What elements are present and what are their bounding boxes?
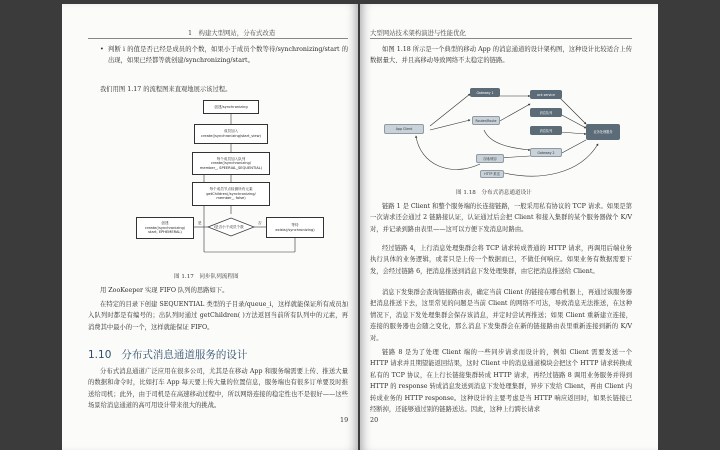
- decision-label: i是否小于成员个数: [214, 225, 244, 229]
- queue1-node: 消息队列: [530, 108, 562, 117]
- right-page: [360, 4, 658, 450]
- yes-label: 是: [198, 221, 202, 225]
- queue2-node: 消息队列: [530, 126, 562, 135]
- link1-paragraph: 链路 1 是 Client 和整个服务端的长连接链路，一般采用私有协议的 TCP 请求。如果是第一次请求还会通过 2 链路接认证，认证通过后会把 Client 和接入集群的某个服务器做个 K/V 对，并记录到路由表里——这可以方便下发消息时路由。: [370, 203, 632, 233]
- no-label: 否: [258, 221, 262, 225]
- fifo-paragraph: 在特定的目录下创建 SEQUENTIAL 类型的子目录/queue_i，这样就能保证所有成员加入队列时都是有编号的；出队列时通过 getChildren( )方法返回当前所有队列中的元素，再消费其中最小的一个，这样就能保证 FIFO。: [88, 301, 348, 331]
- left-page: [62, 4, 358, 450]
- running-head: 1 构建大型网站，分布式改造: [188, 29, 276, 37]
- header-rule: [370, 38, 632, 39]
- app-client-node: App Client: [384, 124, 424, 134]
- flow-check-members: 每个成员节点检测所有元素 getChildren(/synchronizing/ member_, false): [192, 182, 270, 206]
- header-rule: [88, 38, 348, 39]
- section-number: 1.10: [88, 349, 112, 361]
- page-number: 20: [370, 416, 379, 424]
- flow-create-start: 创建 create(/synchronizing/ start, EPHEMERAL): [136, 217, 194, 239]
- figure-caption-1-17: 图 1.17 同步队列流程图: [174, 274, 239, 280]
- fifo-intro: 用 ZooKeeper 实现 FIFO 队列的思路如下。: [100, 287, 229, 294]
- flow-wait: 等待 exists(/synchronizing): [266, 217, 324, 238]
- bullet-text: 判断 i 的值是否已经是成员的个数，如果小于成员个数等待/synchronizing/start 的出现，如果已经都等就创建/synchronizing/start。: [108, 46, 348, 65]
- link4-paragraph: 经过链路 4，上行消息处理集群会将 TCP 请求转成普通的 HTTP 请求，再调用后端业务执行具体的业务逻辑，或者只是上传一个数据而已，不做任何响应。如果业务有数据需要下发，会经过链路 6，把消息推送到消息下发处理集群，由它把消息推送给 Client。: [370, 245, 632, 275]
- bullet-icon: •: [100, 46, 104, 53]
- flow-members-add: 每个成员加入队列 create(/synchronizing/ member_, SPEERIAL_SEQUENTIAL): [192, 152, 270, 175]
- architecture-figure: [380, 74, 630, 184]
- figure-caption-1-18: 图 1.18 分布式消息通道设计: [456, 190, 532, 196]
- section-title: 分布式消息通道服务的设计: [121, 349, 248, 361]
- flow-create-member: 成员加入 create(/synchronizing/start_view): [194, 124, 268, 144]
- route-node: Router/Route: [472, 116, 500, 125]
- page-number: 19: [340, 416, 349, 424]
- gateway2-node: Gateway 2: [530, 148, 562, 157]
- flowchart-connectors: [96, 98, 346, 264]
- section-paragraph: 分布式消息通道广泛应用在很多公司，尤其是在移动 App 和服务端需要上传、推送大量的数据和命令时，比如打车 App 每天要上传大量的位置信息，服务端也有很多订单要及时推送给司机；此外，由于司机是在高速移动过程中，所以网络连接的稳定性也不是很好——这些场景给消息通道的高可用设计带来很大的挑战。: [88, 368, 348, 410]
- push-paragraph: 消息下发集群会查询链接路由表，确定当前 Client 的链接在哪台机器上，再通过该服务器把消息推送下去，这里常见的问题是当前 Client 的网络不可达，导致消息无法推送，在这种情况下，消息下发处理集群会保存该消息，并定时尝试再推送；如果 Client 重新建立连接，连接的服务器也会随之变化，那么消息下发集群会在新的链接路由表里重新连接到新的 K/V 对。: [370, 289, 632, 342]
- store-node: 存储/缓存: [476, 154, 504, 163]
- flow-start: 创建/synchronizing: [203, 100, 259, 114]
- bullet-paragraph: [100, 44, 348, 67]
- intro-paragraph: 如图 1.18 所示是一个典型的移动 App 的消息通道的设计架构图，这种设计比较适合上传数据量大、并且高移动导致网络不太稳定的链路。: [370, 46, 632, 65]
- section-heading: [88, 347, 247, 362]
- intro-line: 我们用图 1.17 的流程图来直观地展示该过程。: [100, 86, 232, 93]
- link8-paragraph: 链路 8 是为了处理 Client 端的一些同步请求而设计的，例如 Client 需要发送一个 HTTP 请求并且期望能返回结果，这时 Client 中的消息通道模块会把这个 HTTP 请求转换成私有的 TCP 协议，在上行长链接集群转成 HTTP 请求，再经过链路 8 调用业务服务并得到 HTTP 的 response 转成消息发送到消息下发处理集群，异步下发给 Client，再由 Client 内转成业务的 HTTP response。这种设计的主要考虑是当 HTTP 响应返回时，如果长链接已经断掉，还能够通过别的链路送达。因此，这种上行跨长请求: [370, 349, 632, 414]
- gateway1-node: Gateway 1: [470, 88, 500, 97]
- http-push-node: HTTP 推送: [480, 170, 504, 178]
- flowchart-figure: [96, 98, 346, 264]
- business-node: 业务处理服务: [586, 124, 620, 140]
- ack-service-node: ack service: [530, 90, 562, 99]
- running-head: 大型网站技术架构演进与性能优化: [370, 29, 466, 37]
